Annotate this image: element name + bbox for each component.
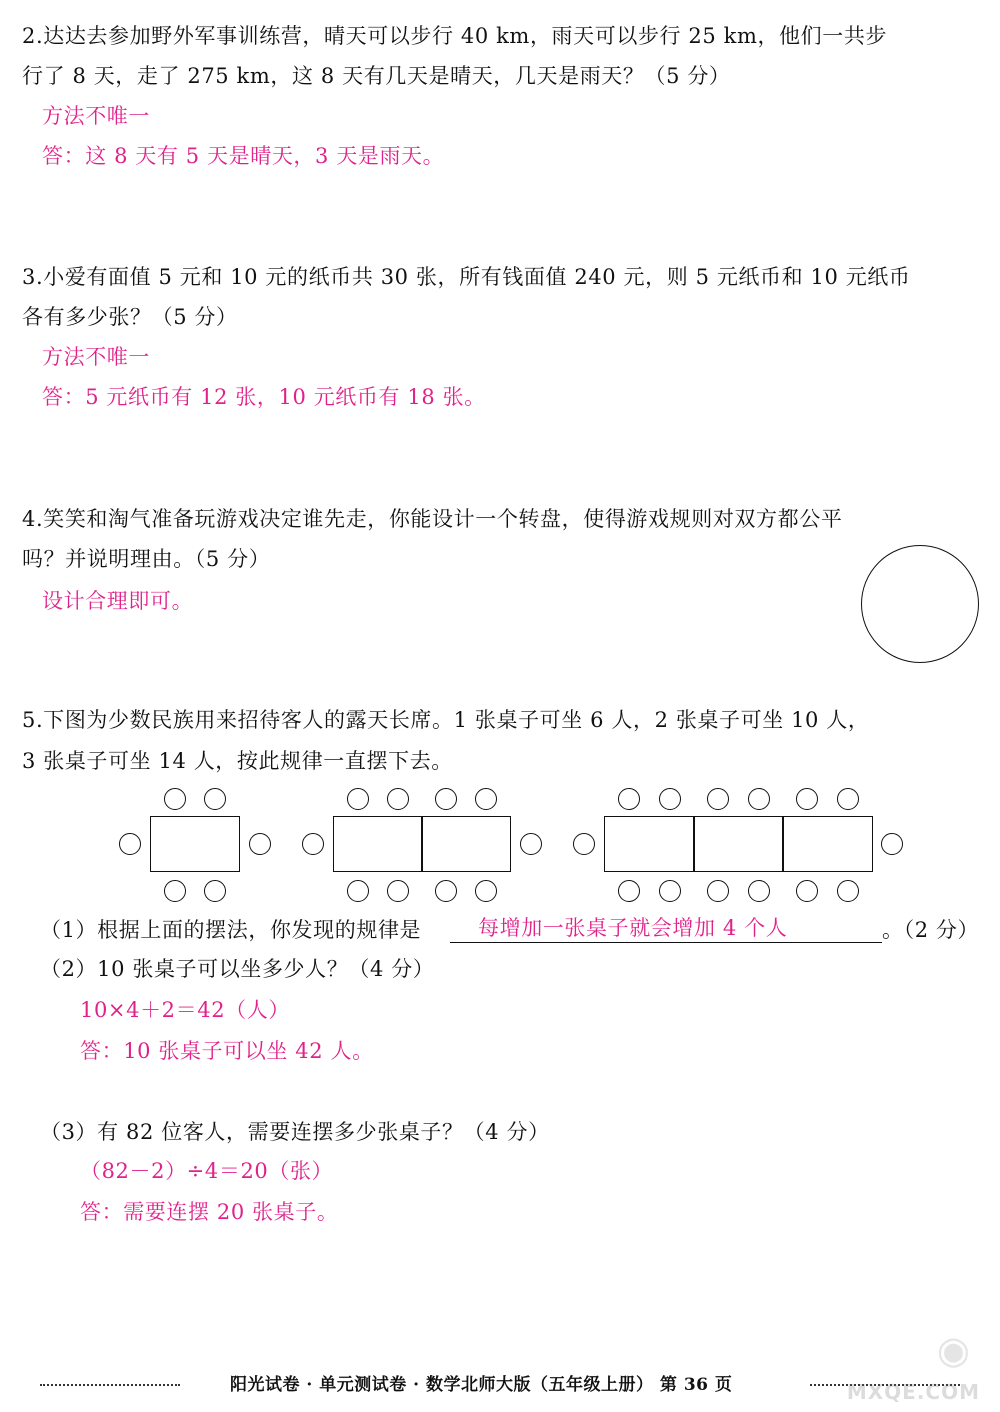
q5-part1-blank (450, 942, 882, 943)
seat (707, 788, 729, 810)
seat (748, 880, 770, 902)
seat (573, 833, 595, 855)
q2-text-line1: 2.达达去参加野外军事训练营，晴天可以步行 40 km，雨天可以步行 25 km，他们一共步 (22, 24, 888, 48)
table-3c-rect (782, 816, 873, 872)
table-1-rect (150, 816, 240, 872)
q2-answer-note: 方法不唯一 (42, 104, 150, 128)
seat (520, 833, 542, 855)
watermark-logo (830, 1328, 980, 1408)
seat (659, 880, 681, 902)
seat (796, 788, 818, 810)
seat (881, 833, 903, 855)
q5-part3-calc: （82－2）÷4＝20（张） (80, 1159, 334, 1183)
seat (387, 880, 409, 902)
seat (618, 880, 640, 902)
q5-part2-calc: 10×4＋2＝42（人） (80, 998, 290, 1022)
q2-text-line2: 行了 8 天，走了 275 km，这 8 天有几天是晴天，几天是雨天？（5 分） (22, 64, 731, 88)
q5-part1-label: （1）根据上面的摆法，你发现的规律是 (40, 918, 422, 942)
seat (618, 788, 640, 810)
spinner-circle (861, 545, 979, 663)
table-3a-rect (604, 816, 695, 872)
q5-part1-points: 。（2 分） (882, 918, 980, 942)
seat (204, 880, 226, 902)
q3-answer-note: 方法不唯一 (42, 345, 150, 369)
seat (748, 788, 770, 810)
q2-answer: 答：这 8 天有 5 天是晴天，3 天是雨天。 (42, 144, 445, 168)
watermark-icon: ◉ (936, 1328, 970, 1372)
seat (475, 880, 497, 902)
footer-text: 阳光试卷 · 单元测试卷 · 数学北师大版（五年级上册） 第 36 页 (230, 1375, 733, 1395)
seat (249, 833, 271, 855)
table-3b-rect (693, 816, 784, 872)
page-footer (40, 1370, 960, 1398)
table-2b-rect (421, 816, 511, 872)
q5-part3-answer: 答：需要连摆 20 张桌子。 (80, 1200, 339, 1224)
seat (435, 788, 457, 810)
seat (387, 788, 409, 810)
seat (347, 880, 369, 902)
q4-text-line2: 吗？并说明理由。（5 分） (22, 547, 271, 571)
seat (837, 788, 859, 810)
footer-dots-left (40, 1384, 180, 1386)
seat (475, 788, 497, 810)
q3-text-line2: 各有多少张？（5 分） (22, 305, 238, 329)
seat (164, 880, 186, 902)
q5-part3-label: （3）有 82 位客人，需要连摆多少张桌子？（4 分） (40, 1120, 550, 1144)
seat (347, 788, 369, 810)
q4-answer: 设计合理即可。 (42, 589, 194, 613)
q5-part2-label: （2）10 张桌子可以坐多少人？（4 分） (40, 957, 435, 981)
q5-part2-answer: 答：10 张桌子可以坐 42 人。 (80, 1039, 374, 1063)
q3-text-line1: 3.小爱有面值 5 元和 10 元的纸币共 30 张，所有钱面值 240 元，则 5 元纸币和 10 元纸币 (22, 265, 911, 289)
table-2a-rect (333, 816, 423, 872)
q5-text-line1: 5.下图为少数民族用来招待客人的露天长席。1 张桌子可坐 6 人，2 张桌子可坐 10 人， (22, 708, 870, 732)
seat (837, 880, 859, 902)
seat (302, 833, 324, 855)
seat (204, 788, 226, 810)
q5-text-line2: 3 张桌子可坐 14 人，按此规律一直摆下去。 (22, 749, 453, 773)
seat (435, 880, 457, 902)
seat (659, 788, 681, 810)
q3-answer: 答：5 元纸币有 12 张，10 元纸币有 18 张。 (42, 385, 486, 409)
seat (119, 833, 141, 855)
seat (164, 788, 186, 810)
seat (796, 880, 818, 902)
q5-part1-answer: 每增加一张桌子就会增加 4 个人 (478, 916, 788, 940)
q4-text-line1: 4.笑笑和淘气准备玩游戏决定谁先走，你能设计一个转盘，使得游戏规则对双方都公平 (22, 507, 843, 531)
watermark-text: MXQE.COM (846, 1380, 980, 1404)
seat (707, 880, 729, 902)
